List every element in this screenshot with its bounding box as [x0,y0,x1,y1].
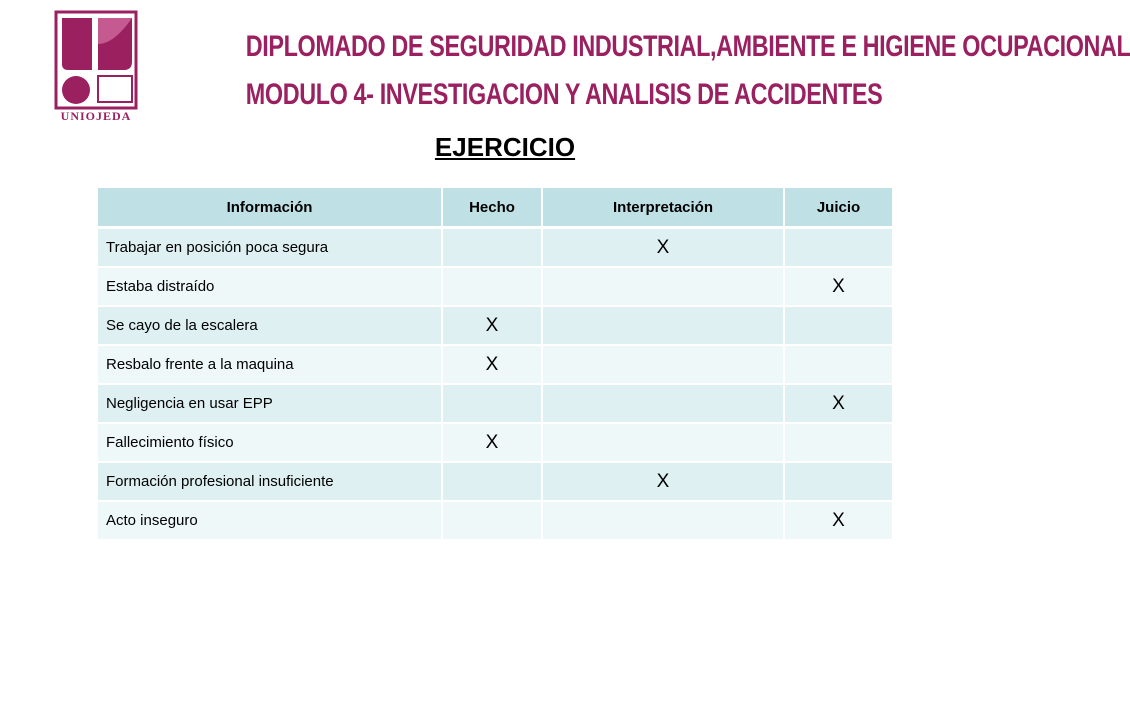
cell-informacion: Se cayo de la escalera [98,307,443,346]
cell-hecho: X [443,346,543,385]
table-row [98,385,892,424]
cell-interpretacion [543,346,785,385]
column-header-interpretacion: Interpretación [543,188,785,229]
table-row [98,463,892,502]
table-row [98,229,892,268]
cell-juicio [785,424,892,463]
cell-informacion: Estaba distraído [98,268,443,307]
course-title: DIPLOMADO DE SEGURIDAD INDUSTRIAL,AMBIENTE E HIGIENE OCUPACIONAL [245,30,1130,63]
cell-hecho [443,463,543,502]
cell-interpretacion [543,268,785,307]
cell-hecho: X [443,424,543,463]
classification-table [98,188,892,541]
cell-interpretacion: X [543,463,785,502]
cell-informacion: Resbalo frente a la maquina [98,346,443,385]
cell-hecho [443,385,543,424]
cell-interpretacion [543,385,785,424]
cell-juicio [785,346,892,385]
table-row [98,346,892,385]
cell-interpretacion: X [543,229,785,268]
table-row [98,268,892,307]
cell-hecho [443,229,543,268]
cell-informacion: Acto inseguro [98,502,443,541]
cell-informacion: Trabajar en posición poca segura [98,229,443,268]
cell-informacion: Negligencia en usar EPP [98,385,443,424]
column-header-informacion: Información [98,188,443,229]
table-row [98,424,892,463]
table-row [98,307,892,346]
cell-interpretacion [543,502,785,541]
cell-hecho: X [443,307,543,346]
cell-hecho [443,268,543,307]
module-title: MODULO 4- INVESTIGACION Y ANALISIS DE ACCIDENTES [245,78,883,111]
logo-text: UNIOJEDA [60,109,132,123]
column-header-juicio: Juicio [785,188,892,229]
cell-juicio: X [785,268,892,307]
column-header-hecho: Hecho [443,188,543,229]
cell-juicio [785,463,892,502]
cell-informacion: Formación profesional insuficiente [98,463,443,502]
exercise-heading: EJERCICIO [434,132,576,162]
cell-juicio: X [785,385,892,424]
cell-informacion: Fallecimiento físico [98,424,443,463]
cell-interpretacion [543,424,785,463]
cell-hecho [443,502,543,541]
table-row [98,502,892,541]
cell-juicio [785,229,892,268]
cell-juicio [785,307,892,346]
table-header-row [98,188,892,229]
cell-juicio: X [785,502,892,541]
cell-interpretacion [543,307,785,346]
